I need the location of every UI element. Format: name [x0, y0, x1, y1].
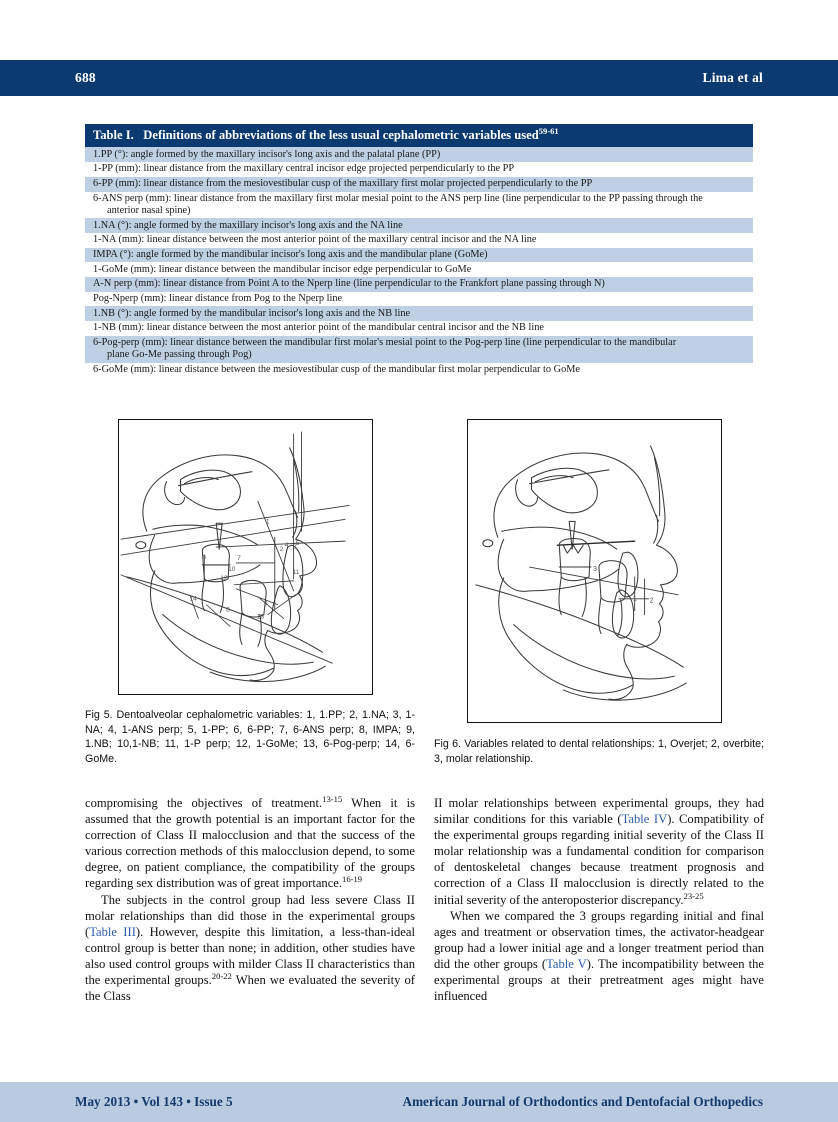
right-p1-ref-23-25: 23-25 [683, 890, 704, 901]
table-row-text: 1-NA (mm): linear distance between the most anterior point of the maxillary central incisor and the NA line [93, 234, 537, 246]
table-row-text: 6-Pog-perp (mm): linear distance between the mandibular first molar's mesial point to the Pog-perp line (line perpendicular to the mandibular [93, 337, 677, 349]
table-row-text: 1-GoMe (mm): linear distance between the mandibular incisor edge perpendicular to GoMe [93, 263, 472, 275]
table-row [85, 363, 753, 378]
table-caption-label: Table I. [93, 128, 134, 142]
figure-5-image [118, 419, 373, 695]
svg-text:7: 7 [237, 554, 241, 562]
table-row-text: 1.NA (°): angle formed by the maxillary incisor's long axis and the NA line [93, 219, 403, 231]
left-p2-mid: ). However, despite this limitation, a less-than-ideal control group is better than none; in addition, other studies have also used control groups with milder Class II characteristics than the experimental groups. [85, 924, 415, 988]
figure-6-caption: Fig 6. Variables related to dental relationships: 1, Overjet; 2, overbite; 3, molar relationship. [434, 738, 764, 765]
left-p2-pre: The subjects in the control group had less severe Class II molar relationships than did those in the experimental groups ( [85, 892, 415, 939]
table-row [85, 233, 753, 248]
svg-text:14: 14 [189, 595, 197, 603]
svg-text:10: 10 [228, 565, 236, 573]
table-caption-superscript: 59-61 [538, 125, 559, 136]
table-row [85, 147, 753, 162]
table-row [85, 248, 753, 263]
table-row [85, 218, 753, 233]
table-row-text: Pog-Nperp (mm): linear distance from Pog to the Nperp line [93, 293, 343, 305]
table-row-text: IMPA (°): angle formed by the mandibular incisor's long axis and the mandibular plane (GoMe) [93, 248, 488, 260]
svg-text:1: 1 [632, 594, 637, 603]
right-p2-end: ). The incompatibility between the experimental groups at their pretreatment ages might have influenced [434, 956, 764, 1004]
table-row [85, 277, 753, 292]
left-p1-mid: When it is assumed that the growth potential is an important factor for the correction of Class II malocclusion and that the success of the various correction methods of this malocclusion depend, to some degree, on patient compliance, the compatibility of the groups regarding sex distribution was of great importance. [85, 796, 415, 891]
svg-text:2: 2 [279, 546, 284, 554]
table-iii-link[interactable]: Table III [89, 924, 136, 939]
table-row-continuation: plane Go-Me passing through Pog) [107, 349, 252, 361]
left-p1-ref-13-15: 13-15 [322, 793, 343, 804]
table-row [85, 192, 753, 219]
svg-text:3: 3 [292, 544, 297, 552]
svg-text:3: 3 [593, 565, 597, 573]
left-p1-pre: compromising the objectives of treatment. [85, 796, 323, 810]
table-row [85, 292, 753, 307]
svg-text:2: 2 [649, 596, 654, 605]
svg-text:4: 4 [284, 542, 289, 550]
body-column-left [85, 795, 415, 1004]
svg-text:5: 5 [295, 540, 300, 548]
table-row-text: 6-ANS perp (mm): linear distance from the maxillary first molar mesial point to the ANS perp line (line perpendicular to the PP passing through the [93, 192, 703, 204]
svg-text:1: 1 [265, 518, 270, 526]
footer-journal-title: American Journal of Orthodontics and Dentofacial Orthopedics [402, 1094, 763, 1109]
right-paragraph-2 [434, 908, 764, 1005]
table-row [85, 262, 753, 277]
right-p1-pre: II molar relationships between experimental groups, they had similar conditions for this variable ( [434, 796, 764, 827]
footer-bar [0, 1082, 838, 1122]
table-row [85, 306, 753, 321]
table-row-text: 1-PP (mm): linear distance from the maxillary central incisor edge projected perpendicularly to the PP [93, 163, 515, 175]
left-p2-ref-20-22: 20-22 [211, 970, 232, 981]
body-column-right [434, 795, 764, 1004]
left-p2-end: When we evaluated the severity of the Class [85, 973, 415, 1004]
svg-text:8: 8 [226, 606, 230, 614]
svg-text:13: 13 [256, 613, 265, 621]
svg-text:11: 11 [292, 568, 300, 576]
table-caption-text: Definitions of abbreviations of the less usual cephalometric variables used [143, 128, 539, 142]
table-row-text: 6-PP (mm): linear distance from the mesiovestibular cusp of the maxillary first molar projected perpendicularly to the PP [93, 178, 593, 190]
svg-text:9: 9 [263, 600, 268, 608]
table-row-text: 6-GoMe (mm): linear distance between the mesiovestibular cusp of the mandibular first molar perpendicular to GoMe [93, 363, 580, 375]
right-p2-pre: When we compared the 3 groups regarding initial and final ages and treatment or observation times, the activator-headgear group had a lower initial age and a longer treatment period than did the other groups ( [434, 908, 764, 971]
right-paragraph-1 [434, 795, 764, 908]
table-row-text: 1.PP (°): angle formed by the maxillary incisor's long axis and the palatal plane (PP) [93, 148, 441, 160]
svg-text:6: 6 [202, 553, 206, 561]
left-paragraph-1 [85, 795, 415, 892]
table-i [85, 124, 753, 377]
table-row-text: 1-NB (mm): linear distance between the most anterior point of the mandibular central incisor and the NB line [93, 322, 544, 334]
figure-5-caption: Fig 5. Dentoalveolar cephalometric variables: 1, 1.PP; 2, 1.NA; 3, 1-NA; 4, 1-ANS perp; 5, 1-PP; 6, 6-PP; 7, 6-ANS perp; 8, IMPA; 9, 1.NB; 10,1-NB; 11, 1-P perp; 12, 1-GoMe; 13, 6-Pog-perp; 14, 6-GoMe. [85, 709, 415, 765]
table-v-link[interactable]: Table V [546, 956, 587, 971]
right-p1-mid: ). Compatibility of the experimental groups regarding initial severity of the Class II molar relationship was a fundamental condition for comparison of dentoskeletal changes because treatment prognosis and correction of a Class II malocclusion is directly related to the initial severity of the anteroposterior discrepancy. [434, 812, 764, 907]
footer-issue: May 2013 • Vol 143 • Issue 5 [75, 1094, 233, 1109]
table-row [85, 321, 753, 336]
page-number: 688 [75, 70, 96, 85]
left-paragraph-2 [85, 892, 415, 1005]
running-head-authors: Lima et al [702, 70, 763, 85]
table-iv-link[interactable]: Table IV [621, 812, 668, 827]
table-row [85, 177, 753, 192]
table-caption [85, 124, 753, 147]
table-row [85, 162, 753, 177]
running-head [0, 60, 838, 96]
table-row [85, 336, 753, 363]
figure-6-image [467, 419, 722, 723]
table-row-text: A-N perp (mm): linear distance from Point A to the Nperp line (line perpendicular to the Frankfort plane passing through N) [93, 278, 605, 290]
table-row-text: 1.NB (°): angle formed by the mandibular incisor's long axis and the NB line [93, 307, 411, 319]
svg-text:12: 12 [220, 574, 228, 582]
table-row-continuation: anterior nasal spine) [107, 204, 191, 216]
left-p1-ref-16-19: 16-19 [342, 874, 363, 885]
table-body [85, 147, 753, 377]
